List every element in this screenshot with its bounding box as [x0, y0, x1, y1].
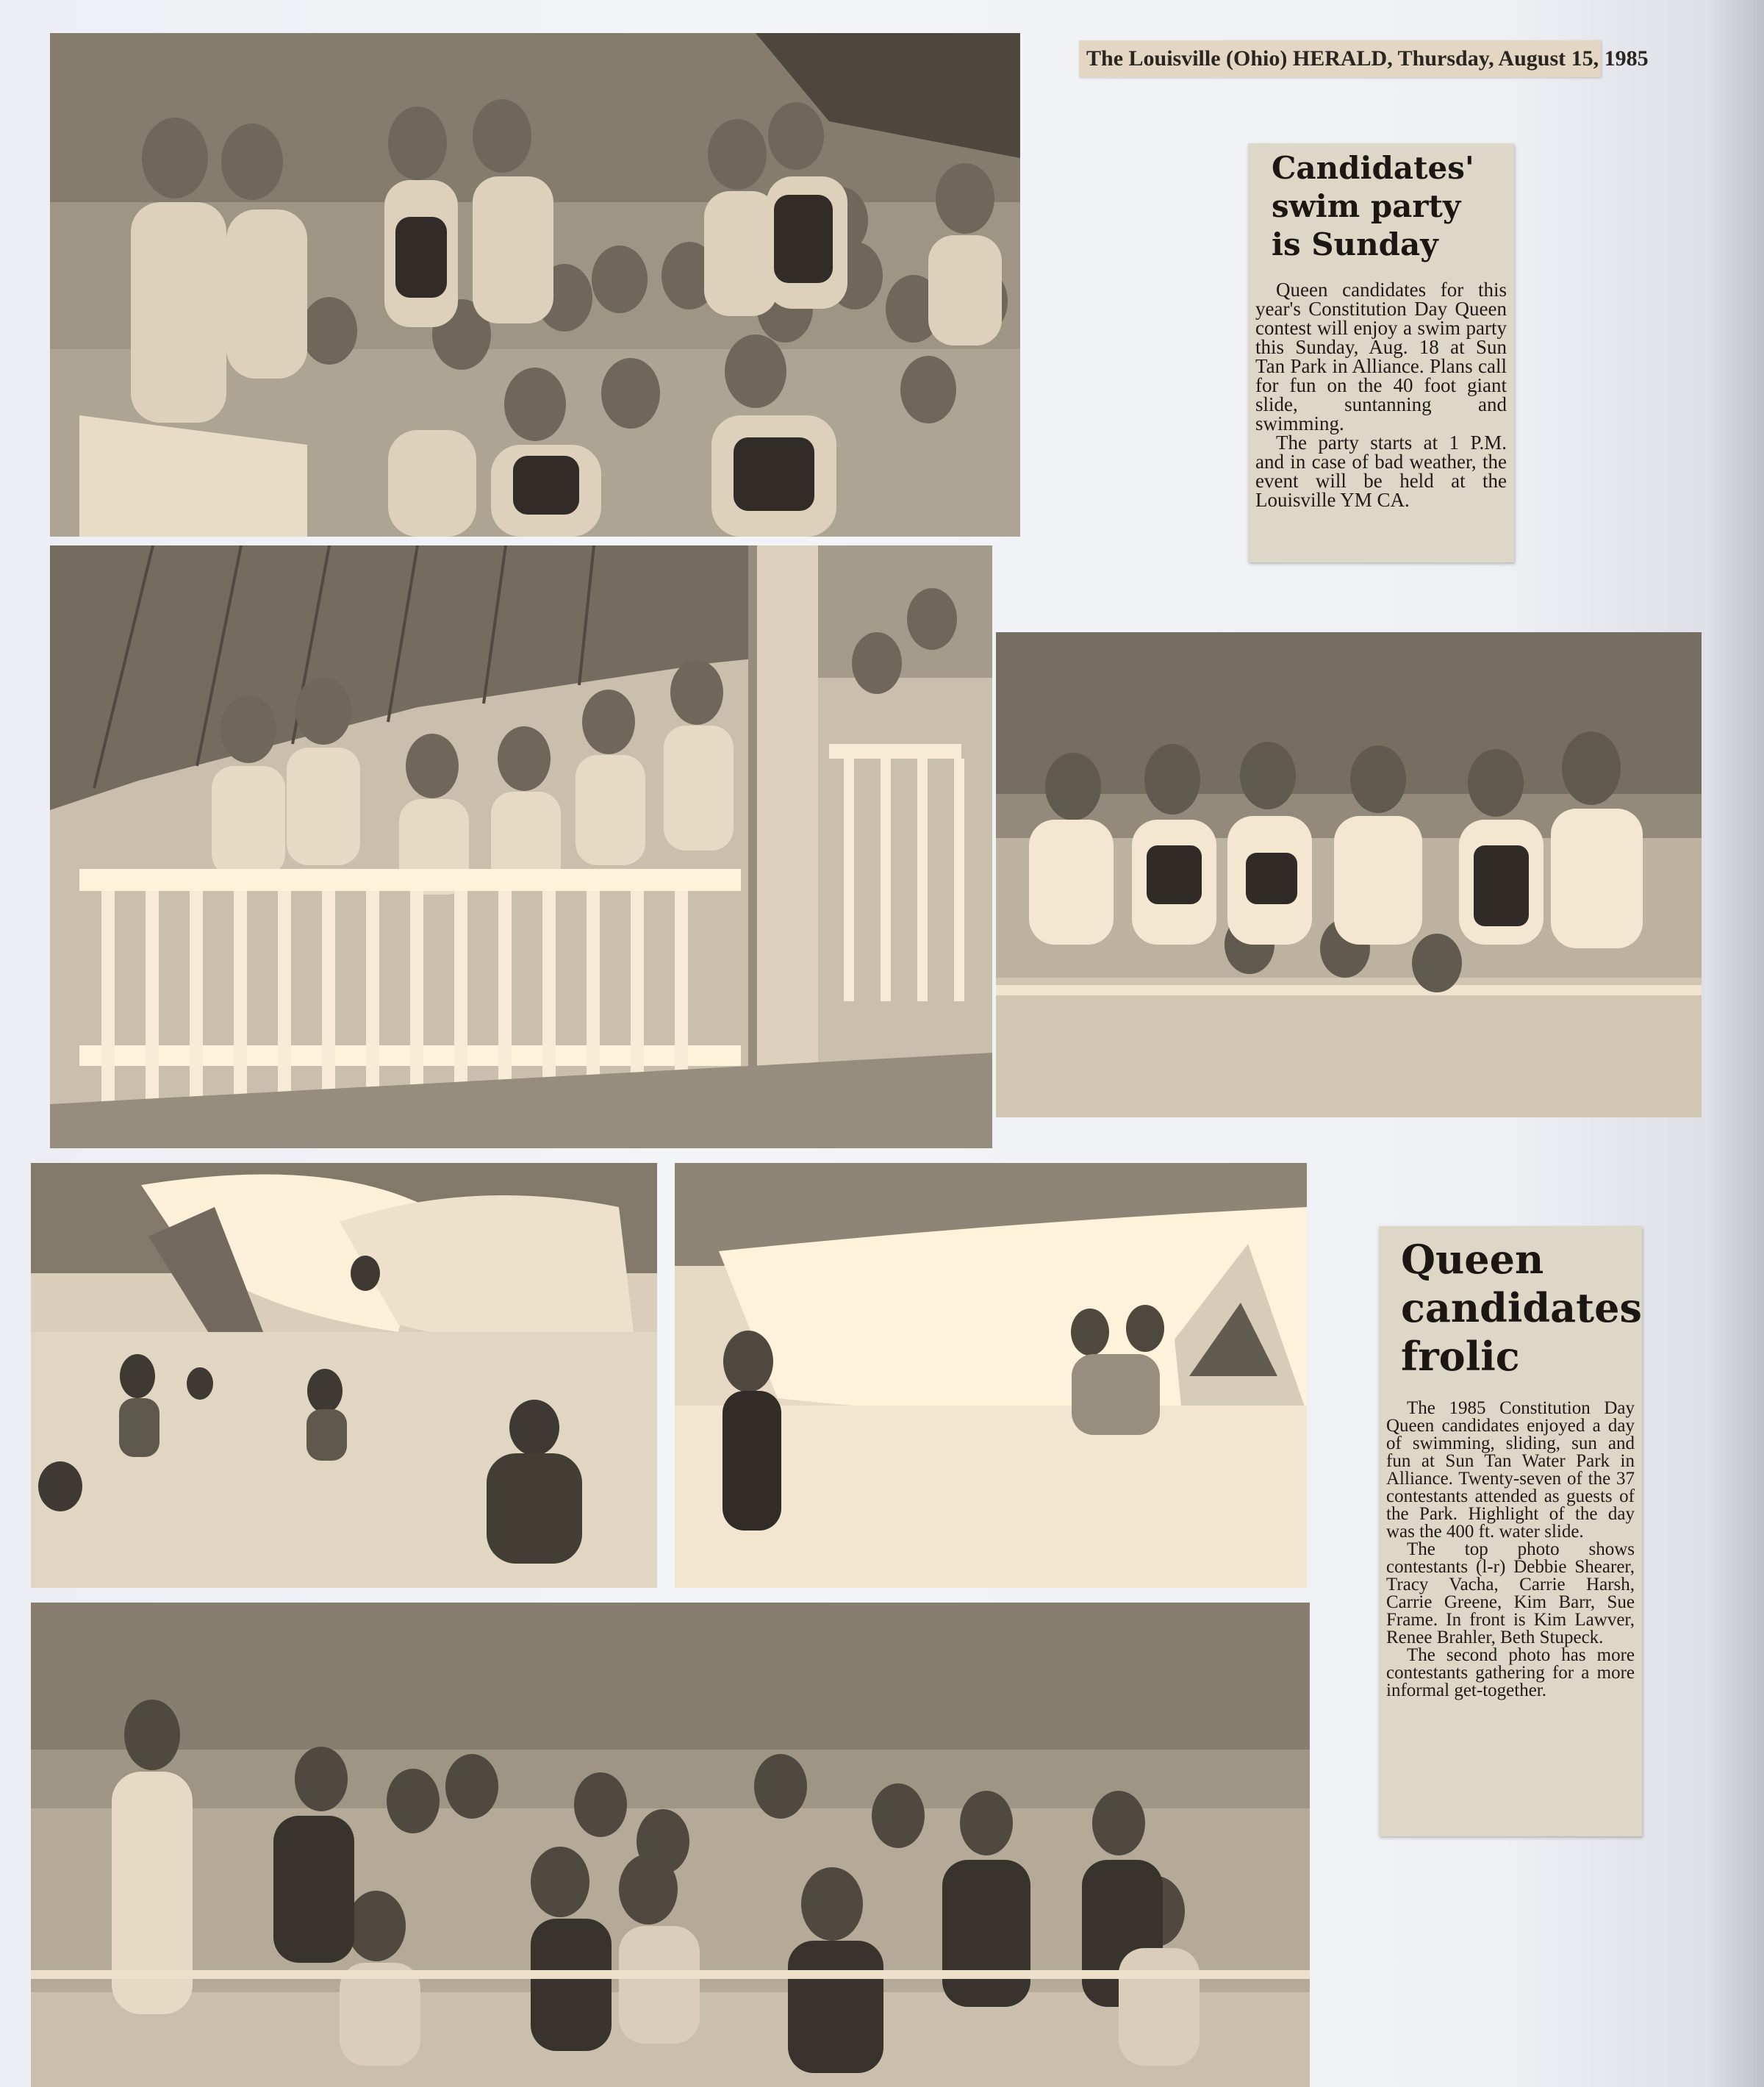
page-edge — [1713, 0, 1764, 2087]
photo-slide-splash — [675, 1163, 1307, 1588]
headline-line-1: Candidates' — [1272, 150, 1474, 186]
photo-pool-with-slide-left — [31, 1163, 657, 1588]
article-paragraph: The 1985 Constitution Day Queen candidates enjoyed a day of swimming, sliding, sun and fun at Sun Tan Water Park in Alliance. Twenty-seven of the 37 contestants attended as guests of the Park. Highlight of the day was the 400 ft. water slide. — [1386, 1398, 1635, 1542]
article-swim-party — [1248, 143, 1514, 562]
article-frolic-headline — [1386, 1235, 1642, 1381]
article-paragraph: Queen candidates for this year's Constitution Day Queen contest will enjoy a swim party this Sunday, Aug. 18 at Sun Tan Park in Alliance. Plans call for fun on the 40 foot giant slide, suntanning and swimming. — [1255, 279, 1507, 434]
article-frolic-body — [1386, 1400, 1635, 1700]
photo-group-in-pool — [50, 33, 1020, 537]
article-swim-party-body — [1255, 280, 1507, 509]
headline-line-3: frolic — [1401, 1333, 1520, 1380]
article-paragraph: The top photo shows contestants (l-r) Debbie Shearer, Tracy Vacha, Carrie Harsh, Carrie Greene, Kim Barr, Sue Frame. In front is Kim Lawver, Renee Brahler, Beth Stupeck. — [1386, 1539, 1635, 1647]
newspaper-masthead: The Louisville (Ohio) HERALD, Thursday, August 15, 1985 — [1079, 40, 1601, 77]
photo-slide-deck-railing — [50, 545, 992, 1148]
photo-contestants-pool-edge — [996, 632, 1702, 1117]
article-swim-party-headline — [1255, 149, 1507, 264]
photo-informal-gathering — [31, 1603, 1310, 2087]
headline-line-2: candidates — [1401, 1284, 1642, 1331]
headline-line-1: Queen — [1401, 1236, 1544, 1283]
headline-line-2: swim party — [1272, 188, 1461, 224]
article-queen-candidates-frolic — [1379, 1226, 1642, 1836]
article-paragraph: The second photo has more contestants gathering for a more informal get-together. — [1386, 1645, 1635, 1700]
headline-line-3: is Sunday — [1272, 226, 1438, 262]
article-paragraph: The party starts at 1 P.M. and in case of bad weather, the event will be held at the Louisville YM CA. — [1255, 432, 1507, 511]
